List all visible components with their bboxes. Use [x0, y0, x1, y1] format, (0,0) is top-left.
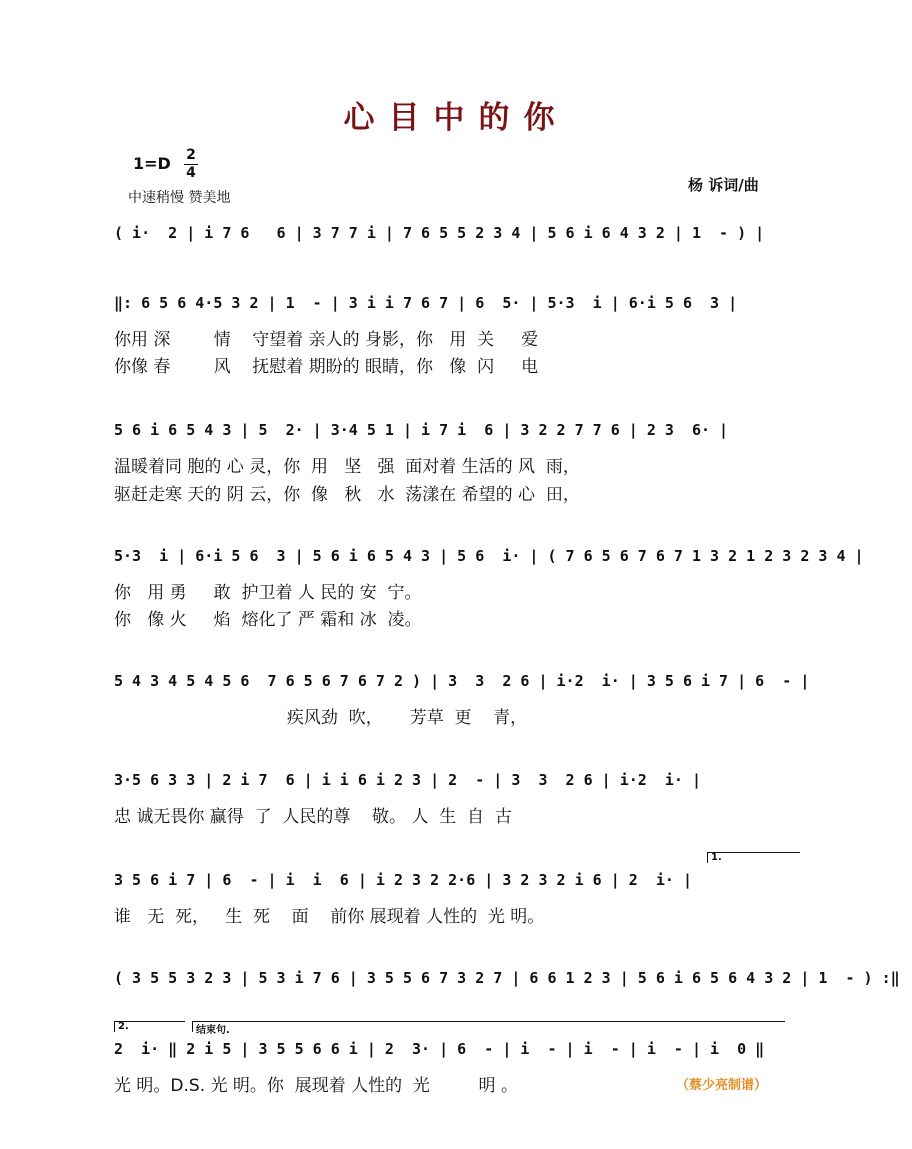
key-signature: 1=D: [133, 154, 171, 173]
second-ending-label: 2.: [118, 1021, 129, 1032]
lyric-line-1a: 你用 深 情 守望着 亲人的 身影，你 用 关 爱: [114, 330, 539, 350]
first-ending-label: 1.: [711, 852, 722, 863]
lyric-line-8: 光 明。D.S. 光 明。你 展现着 人性的 光 明 。: [114, 1076, 518, 1096]
lyric-line-4: 疾风劲 吹， 芳草 更 青，: [114, 708, 528, 728]
notation-line-1: ‖: 6 5 6 4·5 3 2 | 1 - | 3 i i 7 6 7 | 6 5· | 5·3 i | 6·i 5 6 3 |: [114, 294, 738, 312]
notation-line-2: 5 6 i 6 5 4 3 | 5 2· | 3·4 5 1 | i 7 i 6 | 3 2 2 7 7 6 | 2 3 6· |: [114, 421, 729, 439]
lyric-line-2a: 温暖着同 胞的 心 灵，你 用 坚 强 面对着 生活的 风 雨，: [114, 457, 580, 477]
tempo-marking: 中速稍慢 赞美地: [128, 190, 231, 206]
first-ending-bracket: [707, 852, 800, 863]
notation-line-7: ( 3 5 5 3 2 3 | 5 3 i 7 6 | 3 5 5 6 7 3 2 7 | 6 6 1 2 3 | 5 6 i 6 5 6 4 3 2 | 1 - ) :‖: [114, 969, 900, 987]
lyric-line-3a: 你 用 勇 敢 护卫着 人 民的 安 宁。: [114, 583, 422, 603]
meter-bottom: 4: [186, 165, 196, 181]
lyric-line-1b: 你像 春 风 抚慰着 期盼的 眼睛，你 像 闪 电: [114, 357, 539, 377]
notation-line-intro: ( i· 2 | i 7 6 6 | 3 7 7 i | 7 6 5 5 2 3 4 | 5 6 i 6 4 3 2 | 1 - ) |: [114, 224, 765, 242]
coda-bracket: [192, 1021, 785, 1036]
time-signature: [184, 148, 198, 181]
meter-top: 2: [186, 147, 196, 163]
notation-line-4: 5 4 3 4 5 4 5 6 7 6 5 6 7 6 7 2 ) | 3 3 2 6 | i·2 i· | 3 5 6 i 7 | 6 - |: [114, 672, 810, 690]
notation-line-8: 2 i· ‖ 2 i 5 | 3 5 5 6 6 i | 2 3· | 6 - | i - | i - | i - | i 0 ‖: [114, 1040, 765, 1058]
lyric-line-5: 忠 诚无畏你 赢得 了 人民的尊 敬。 人 生 自 古: [114, 807, 512, 827]
notation-line-3: 5·3 i | 6·i 5 6 3 | 5 6 i 6 5 4 3 | 5 6 i· | ( 7 6 5 6 7 6 7 1 3 2 1 2 3 2 3 4 |: [114, 547, 864, 565]
arranger-credit: （蔡少亮制谱）: [676, 1078, 768, 1093]
second-ending-bracket: [114, 1021, 185, 1032]
song-title: 心目中的你: [343, 100, 569, 136]
coda-label: 结束句.: [196, 1025, 230, 1036]
notation-line-5: 3·5 6 3 3 | 2 i 7 6 | i i 6 i 2 3 | 2 - | 3 3 2 6 | i·2 i· |: [114, 771, 701, 789]
lyric-line-3b: 你 像 火 焰 熔化了 严 霜和 冰 凌。: [114, 610, 422, 630]
author-credit: 杨 诉词/曲: [688, 176, 759, 194]
lyric-line-2b: 驱赶走寒 天的 阴 云，你 像 秋 水 荡漾在 希望的 心 田，: [114, 485, 580, 505]
lyric-line-6: 谁 无 死， 生 死 面 前你 展现着 人性的 光 明。: [114, 907, 545, 927]
notation-line-6: 3 5 6 i 7 | 6 - | i i 6 | i 2 3 2 2·6 | 3 2 3 2 i 6 | 2 i· |: [114, 871, 692, 889]
